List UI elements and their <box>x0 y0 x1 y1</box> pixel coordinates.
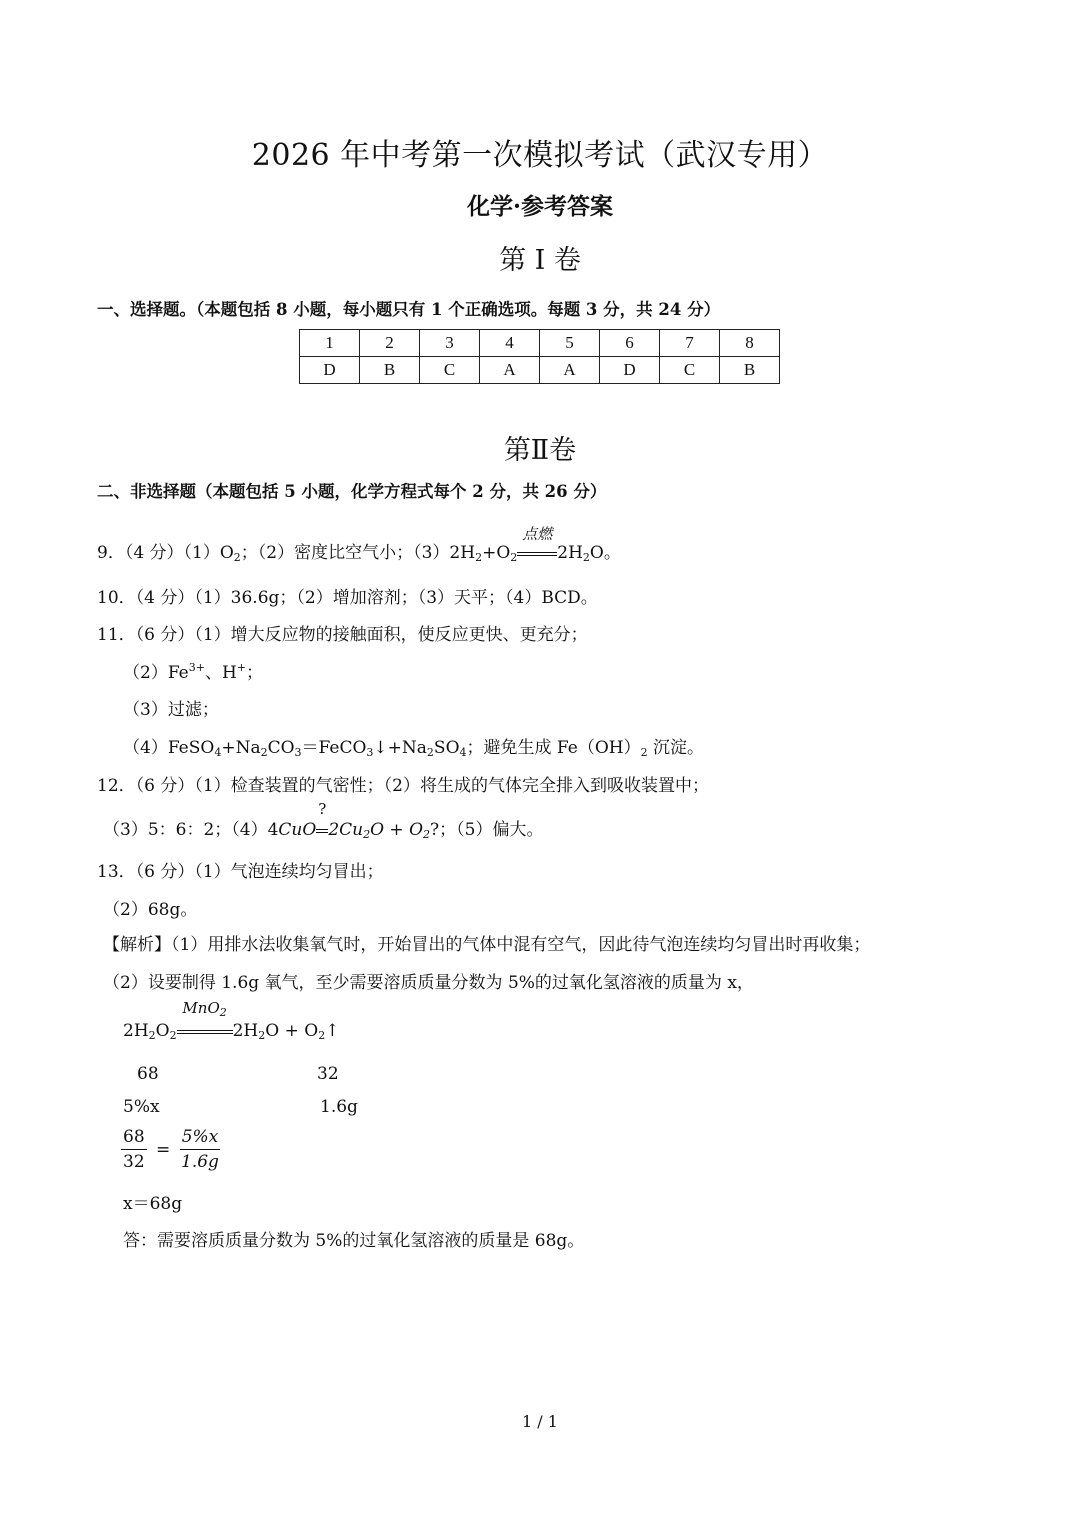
table-cell-question: 3 <box>420 330 480 357</box>
q11-text: ＝FeCO <box>301 738 367 758</box>
answer-table-question-row <box>300 330 780 357</box>
answer-statement: 答：需要溶质质量分数为 5%的过氧化氢溶液的质量是 68g。 <box>123 1231 585 1251</box>
table-cell-answer: A <box>540 357 600 384</box>
answer-q11-line3: （3）过滤； <box>123 700 219 720</box>
q12-formula: O + O <box>370 820 424 840</box>
answer-q11-line1: 11．（6 分）（1）增大反应物的接触面积，使反应更快、更充分； <box>97 625 588 645</box>
superscript: + <box>236 661 247 674</box>
table-cell-answer: A <box>480 357 540 384</box>
q11-text: 、H <box>204 663 237 683</box>
q11-text: +Na <box>221 738 261 758</box>
table-cell-question: 7 <box>660 330 720 357</box>
q11-text: ↓+Na <box>373 738 427 758</box>
volume-2-label: 第Ⅱ卷 <box>503 435 577 466</box>
numerator: 5%x <box>180 1127 221 1150</box>
q9-text: 2H <box>557 543 583 563</box>
table-cell-question: 2 <box>360 330 420 357</box>
answer-q13-line1: 13．（6 分）（1）气泡连续均匀冒出； <box>97 862 384 882</box>
mass-h2o2: 5%x <box>123 1097 160 1117</box>
equation-text: 2H <box>232 1021 259 1041</box>
molar-mass-h2o2: 68 <box>137 1064 159 1084</box>
subscript: 2 <box>219 1006 227 1019</box>
table-cell-question: 8 <box>720 330 780 357</box>
q11-text: ； <box>246 663 264 683</box>
subscript: 2 <box>148 1029 156 1042</box>
table-cell-answer: B <box>360 357 420 384</box>
q12-formula: 2Cu <box>328 820 364 840</box>
q11-text: 沉淀。 <box>647 738 705 758</box>
q9-text: O。 <box>589 543 621 563</box>
denominator: 1.6g <box>181 1152 219 1172</box>
page-title: 2026 年中考第一次模拟考试（武汉专用） <box>251 138 829 173</box>
condition-text: MnO <box>182 999 220 1017</box>
subscript: 2 <box>582 551 590 564</box>
subscript: 3 <box>294 746 302 759</box>
answer-q10: 10．（4 分）（1）36.6g；（2）增加溶剂；（3）天平；（4）BCD。 <box>97 588 598 608</box>
subscript: 3 <box>366 746 374 759</box>
mass-o2: 1.6g <box>320 1097 358 1117</box>
molar-mass-o2: 32 <box>317 1064 339 1084</box>
numerator: 68 <box>121 1127 147 1150</box>
answer-q9 <box>97 525 621 564</box>
q12-text: （3）5：6：2；（4）4 <box>103 820 279 840</box>
q11-text: CO <box>267 738 295 758</box>
decomposition-equation <box>123 999 340 1042</box>
table-cell-answer: C <box>660 357 720 384</box>
fraction-right <box>180 1127 221 1172</box>
equation-text: O + O <box>265 1021 319 1041</box>
q11-text: （4）FeSO <box>123 738 215 758</box>
subscript: 2 <box>260 746 268 759</box>
subscript: 4 <box>214 746 222 759</box>
superscript: 3+ <box>188 661 205 674</box>
volume-1-label: 第 I 卷 <box>499 245 581 276</box>
answer-q12-line1: 12．（6 分）（1）检查装置的气密性；（2）将生成的气体完全排入到吸收装置中； <box>97 776 709 796</box>
reaction-condition: 点燃 <box>522 525 553 543</box>
subscript: 2 <box>475 551 483 564</box>
answer-q12-line2 <box>103 800 544 841</box>
subscript: 2 <box>363 828 371 841</box>
table-cell-question: 5 <box>540 330 600 357</box>
equals-sign: = <box>156 1139 171 1160</box>
section-1-title: 一、选择题。（本题包括 8 小题，每小题只有 1 个正确选项。每题 3 分，共 24 分） <box>97 300 721 319</box>
q11-text: SO <box>433 738 460 758</box>
q9-text: ；（2）密度比空气小；（3）2H <box>240 543 476 563</box>
equation-text: ↑ <box>325 1021 340 1041</box>
denominator: 32 <box>123 1152 145 1172</box>
reaction-arrow <box>316 800 328 840</box>
reaction-condition: ? <box>318 800 327 818</box>
reaction-condition <box>177 999 233 1019</box>
table-cell-answer: D <box>300 357 360 384</box>
table-cell-answer: C <box>420 357 480 384</box>
q12-formula: CuO <box>278 820 317 840</box>
reaction-arrow <box>517 525 557 563</box>
answer-q11-line4 <box>123 733 704 759</box>
page-subtitle: 化学·参考答案 <box>466 193 613 220</box>
subscript: 2 <box>640 746 648 759</box>
table-cell-question: 4 <box>480 330 540 357</box>
table-cell-answer: B <box>720 357 780 384</box>
section-2-title: 二、非选择题（本题包括 5 小题，化学方程式每个 2 分，共 26 分） <box>97 482 607 501</box>
subscript: 2 <box>169 1029 177 1042</box>
analysis-line2: （2）设要制得 1.6g 氧气，至少需要溶质质量分数为 5%的过氧化氢溶液的质量为 x， <box>103 973 754 993</box>
subscript: 2 <box>423 828 431 841</box>
page-number: 1 / 1 <box>522 1412 558 1431</box>
table-cell-question: 6 <box>600 330 660 357</box>
answer-table-answer-row <box>300 357 780 384</box>
reaction-arrow <box>177 999 233 1041</box>
equation-text: 2H <box>123 1021 149 1041</box>
subscript: 4 <box>459 746 467 759</box>
q9-text: 9．（4 分）（1）O <box>97 543 234 563</box>
proportion-equation <box>121 1127 220 1172</box>
result-line: x＝68g <box>123 1194 183 1214</box>
subscript: 2 <box>233 551 241 564</box>
equation-text: O <box>155 1021 170 1041</box>
answer-q11-line2 <box>123 658 263 683</box>
q12-text: ；（5）偏大。 <box>439 820 544 840</box>
answer-q13-line2: （2）68g。 <box>103 900 198 920</box>
table-cell-answer: D <box>600 357 660 384</box>
subscript: 2 <box>426 746 434 759</box>
analysis-line1: 【解析】（1）用排水法收集氧气时，开始冒出的气体中混有空气，因此待气泡连续均匀冒出时再收集； <box>103 935 871 955</box>
q12-text: ? <box>430 820 440 840</box>
subscript: 2 <box>510 551 518 564</box>
q11-text: ；避免生成 Fe（OH） <box>466 738 641 758</box>
subscript: 2 <box>318 1029 326 1042</box>
q11-text: （2）Fe <box>123 663 189 683</box>
subscript: 2 <box>258 1029 266 1042</box>
answer-table <box>299 329 780 384</box>
fraction-left <box>121 1127 147 1172</box>
q9-text: +O <box>482 543 511 563</box>
table-cell-question: 1 <box>300 330 360 357</box>
